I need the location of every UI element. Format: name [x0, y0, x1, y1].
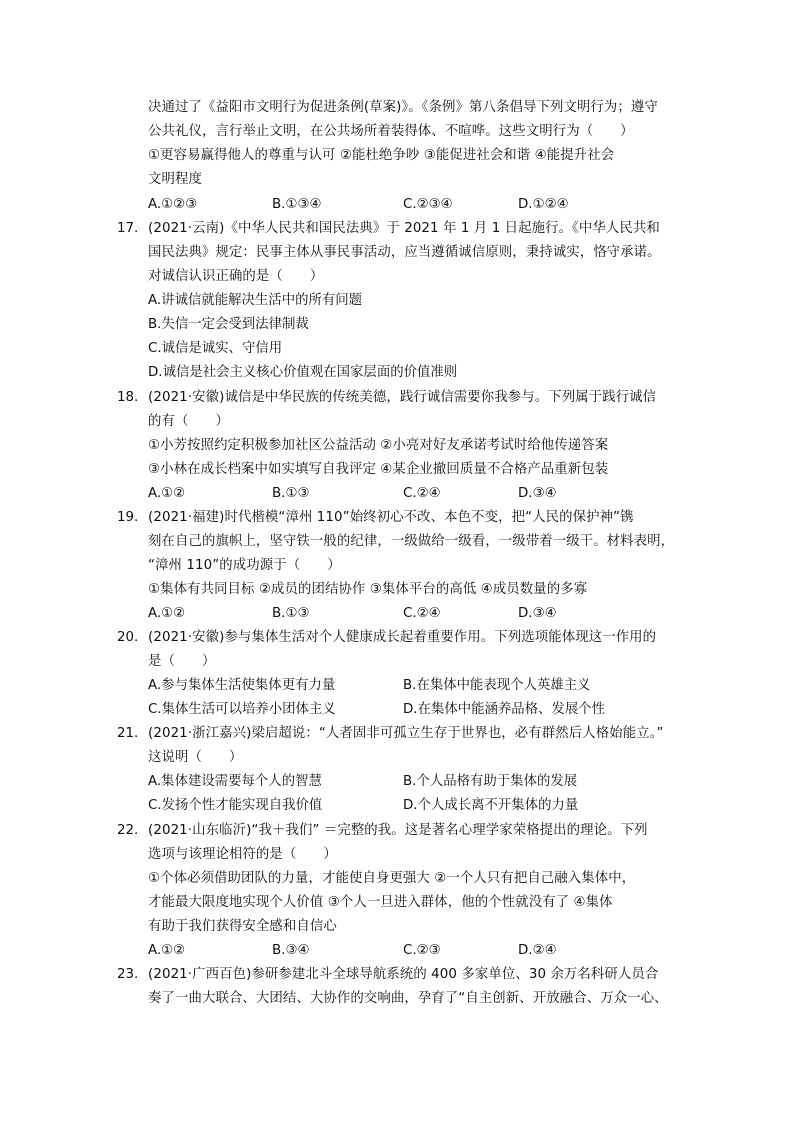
- q16-option-b: B.①③④: [272, 197, 322, 212]
- q19-line-2: 刻在自己的旗帜上，坚守铁一般的纪律，一级做给一级看，一级带着一级干。材料表明，: [148, 534, 675, 549]
- q21-option-a: A.集体建设需要每个人的智慧: [148, 774, 322, 789]
- q20-option-a: A.参与集体生活使集体更有力量: [148, 678, 336, 693]
- q21-option-b: B.个人品格有助于集体的发展: [403, 774, 578, 789]
- q17-number: 17.: [117, 221, 139, 236]
- q18-line-3: ①小芳按照约定积极参加社区公益活动 ②小亮对好友承诺考试时给他传递答案: [148, 438, 609, 453]
- q17-line-1: (2021·云南)《中华人民共和国民法典》于 2021 年 1 月 1 日起施行。《中华人民共和: [148, 221, 660, 236]
- q16-option-c: C.②③④: [403, 197, 453, 212]
- q18-option-b: B.①③: [272, 486, 310, 501]
- q22-number: 22.: [117, 823, 139, 838]
- q21-line-1: (2021·浙江嘉兴)梁启超说：“人者固非可孤立生存于世界也，必有群然后人格始能立。”: [148, 726, 664, 741]
- q17-option-c: C.诚信是诚实、守信用: [148, 341, 283, 356]
- q19-line-4: ①集体有共同目标 ②成员的团结协作 ③集体平台的高低 ④成员数量的多寡: [148, 582, 588, 597]
- q19-option-d: D.③④: [518, 606, 557, 621]
- q22-line-1: (2021·山东临沂)“我＋我们” ＝完整的我。这是著名心理学家荣格提出的理论。下列: [148, 823, 648, 838]
- q18-option-d: D.③④: [518, 486, 557, 501]
- q16-option-d: D.①②④: [518, 197, 569, 212]
- q19-option-a: A.①②: [148, 606, 186, 621]
- q22-line-4: 才能最大限度地实现个人价值 ③个人一旦进入群体，他的个性就没有了 ④集体: [148, 895, 613, 910]
- q19-number: 19.: [117, 510, 139, 525]
- q22-line-2: 选项与该理论相符的是（ ）: [148, 847, 337, 862]
- q16-line-4: 文明程度: [148, 172, 202, 187]
- q17-line-2: 国民法典》规定：民事主体从事民事活动，应当遵循诚信原则，秉持诚实，恪守承诺。: [148, 245, 661, 260]
- q19-line-3: “漳州 110”的成功源于（ ）: [148, 558, 341, 573]
- q20-number: 20.: [117, 630, 139, 645]
- q17-option-d: D.诚信是社会主义核心价值观在国家层面的价值准则: [148, 365, 458, 380]
- q16-line-2: 公共礼仪，言行举止文明，在公共场所着装得体、不喧哗。这些文明行为（ ）: [148, 124, 634, 139]
- q20-option-c: C.集体生活可以培养小团体主义: [148, 702, 336, 717]
- q18-line-1: (2021·安徽)诚信是中华民族的传统美德，践行诚信需要你我参与。下列属于践行诚信: [148, 390, 657, 405]
- q17-option-b: B.失信一定会受到法律制裁: [148, 317, 309, 332]
- q21-option-d: D.个人成长离不开集体的力量: [403, 798, 579, 813]
- q18-line-4: ③小林在成长档案中如实填写自我评定 ④某企业撤回质量不合格产品重新包装: [148, 462, 609, 477]
- q19-option-c: C.②④: [403, 606, 441, 621]
- q21-line-2: 这说明（ ）: [148, 750, 243, 765]
- q22-option-a: A.①②: [148, 943, 186, 958]
- q18-option-a: A.①②: [148, 486, 186, 501]
- q22-line-3: ①个体必须借助团队的力量，才能使自身更强大 ②一个人只有把自己融入集体中，: [148, 871, 636, 886]
- q16-line-1: 决通过了《益阳市文明行为促进条例(草案)》。《条例》第八条倡导下列文明行为；遵守: [148, 100, 658, 115]
- q19-line-1: (2021·福建)时代楷模“漳州 110”始终初心不改、本色不变，把“人民的保护神”镌: [148, 510, 634, 525]
- q17-option-a: A.讲诚信就能解决生活中的所有问题: [148, 293, 363, 308]
- q23-line-1: (2021·广西百色)参研参建北斗全球导航系统的 400 多家单位、30 余万名科研人员合: [148, 967, 659, 982]
- q20-line-2: 是（ ）: [148, 654, 216, 669]
- q18-option-c: C.②④: [403, 486, 441, 501]
- q20-line-1: (2021·安徽)参与集体生活对个人健康成长起着重要作用。下列选项能体现这一作用的: [148, 630, 657, 645]
- q18-line-2: 的有（ ）: [148, 414, 229, 429]
- q19-option-b: B.①③: [272, 606, 310, 621]
- q22-option-d: D.②④: [518, 943, 557, 958]
- q16-line-3: ①更容易赢得他人的尊重与认可 ②能杜绝争吵 ③能促进社会和谐 ④能提升社会: [148, 148, 615, 163]
- q23-line-2: 奏了一曲大联合、大团结、大协作的交响曲，孕育了“自主创新、开放融合、万众一心、: [148, 991, 668, 1006]
- q20-option-b: B.在集体中能表现个人英雄主义: [403, 678, 591, 693]
- q22-option-c: C.②③: [403, 943, 441, 958]
- q20-option-d: D.在集体中能涵养品格、发展个性: [403, 702, 606, 717]
- q18-number: 18.: [117, 390, 139, 405]
- q17-line-3: 对诚信认识正确的是（ ）: [148, 269, 324, 284]
- q21-number: 21.: [117, 726, 139, 741]
- q22-option-b: B.③④: [272, 943, 310, 958]
- q23-number: 23.: [117, 967, 139, 982]
- q22-line-5: 有助于我们获得安全感和自信心: [148, 919, 337, 934]
- q16-option-a: A.①②③: [148, 197, 198, 212]
- q21-option-c: C.发扬个性才能实现自我价值: [148, 798, 323, 813]
